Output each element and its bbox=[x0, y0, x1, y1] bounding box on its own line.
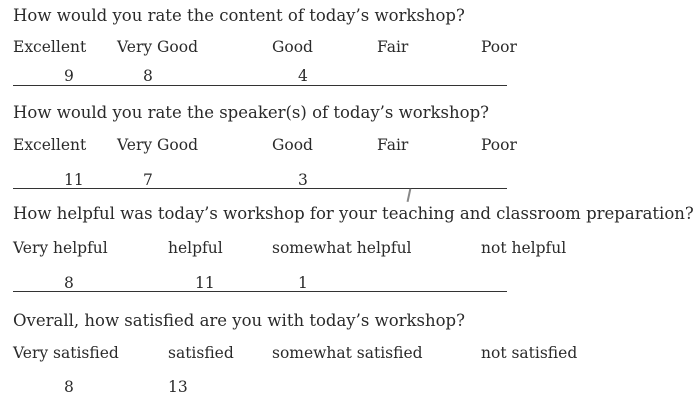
q4-option-somewhat-satisfied: somewhat satisfied bbox=[272, 344, 423, 362]
q1-option-poor: Poor bbox=[481, 38, 517, 56]
q3-count-very-helpful: 8 bbox=[64, 274, 74, 292]
q1-count-good: 4 bbox=[298, 67, 308, 85]
q3-option-helpful: helpful bbox=[168, 239, 223, 257]
q3-option-very-helpful: Very helpful bbox=[13, 239, 108, 257]
q3-count-somewhat-helpful: 1 bbox=[298, 274, 308, 292]
q3-answer-line bbox=[13, 291, 507, 292]
q2-answer-line bbox=[13, 188, 507, 189]
question-3-text: How helpful was today’s workshop for your teaching and classroom preparation? bbox=[13, 204, 694, 223]
q2-option-excellent: Excellent bbox=[13, 136, 87, 154]
q4-count-satisfied: 13 bbox=[168, 378, 188, 396]
q2-option-good: Good bbox=[272, 136, 313, 154]
q2-count-very-good: 7 bbox=[143, 171, 153, 189]
stray-pen-mark bbox=[407, 188, 412, 202]
q1-option-very-good: Very Good bbox=[117, 38, 199, 56]
q4-option-not-satisfied: not satisfied bbox=[481, 344, 578, 362]
q2-option-fair: Fair bbox=[377, 136, 409, 154]
question-1-text: How would you rate the content of today’s workshop? bbox=[13, 6, 465, 25]
q1-option-fair: Fair bbox=[377, 38, 409, 56]
q4-option-very-satisfied: Very satisfied bbox=[13, 344, 119, 362]
q2-count-good: 3 bbox=[298, 171, 308, 189]
q1-count-excellent: 9 bbox=[64, 67, 74, 85]
q3-option-somewhat-helpful: somewhat helpful bbox=[272, 239, 412, 257]
q2-option-very-good: Very Good bbox=[117, 136, 199, 154]
q2-option-poor: Poor bbox=[481, 136, 517, 154]
q4-option-satisfied: satisfied bbox=[168, 344, 234, 362]
q4-count-very-satisfied: 8 bbox=[64, 378, 74, 396]
q1-count-very-good: 8 bbox=[143, 67, 153, 85]
q1-option-excellent: Excellent bbox=[13, 38, 87, 56]
q2-count-excellent: 11 bbox=[64, 171, 84, 189]
q1-answer-line bbox=[13, 85, 507, 86]
question-2-text: How would you rate the speaker(s) of today’s workshop? bbox=[13, 103, 489, 122]
q3-option-not-helpful: not helpful bbox=[481, 239, 567, 257]
question-4-text: Overall, how satisfied are you with today’s workshop? bbox=[13, 311, 465, 330]
q1-option-good: Good bbox=[272, 38, 313, 56]
q3-count-helpful: 11 bbox=[195, 274, 215, 292]
